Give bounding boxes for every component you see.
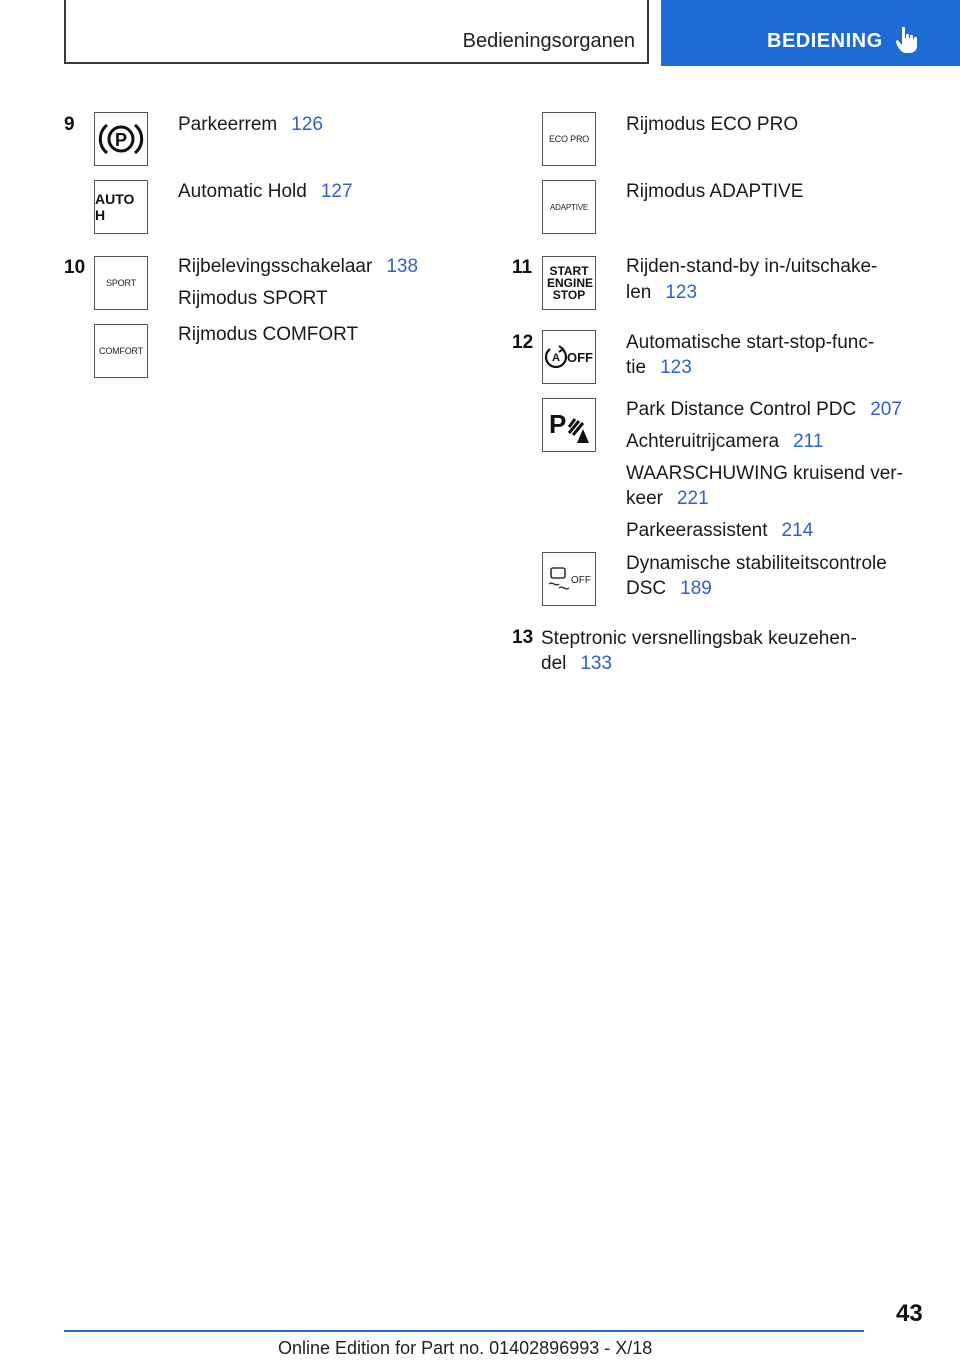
list-item bbox=[626, 330, 874, 355]
list-item bbox=[626, 112, 798, 137]
header-section-bar bbox=[64, 0, 649, 64]
page-link[interactable]: 207 bbox=[870, 399, 902, 420]
list-item bbox=[626, 576, 712, 601]
icon-text: ECO PRO bbox=[548, 134, 590, 144]
list-item bbox=[178, 112, 323, 137]
chapter-title: BEDIENING bbox=[767, 30, 883, 52]
item-number: 13 bbox=[512, 627, 534, 648]
svg-text:P: P bbox=[549, 409, 567, 439]
item-label: Rijmodus ADAPTIVE bbox=[626, 181, 804, 202]
item-label: Rijbelevingsschakelaar bbox=[178, 256, 373, 277]
page-link[interactable]: 123 bbox=[665, 282, 698, 303]
page-link[interactable]: 133 bbox=[580, 653, 613, 674]
list-item bbox=[178, 322, 358, 347]
item-label: Rijmodus SPORT bbox=[178, 288, 328, 309]
list-item bbox=[626, 486, 709, 511]
item-number: 11 bbox=[512, 257, 533, 278]
item-label: len bbox=[626, 282, 652, 303]
adaptive-icon bbox=[542, 180, 596, 234]
icon-text: COMFORT bbox=[99, 346, 143, 356]
start-engine-stop-icon bbox=[542, 256, 596, 310]
icon-text: OFF bbox=[567, 350, 593, 365]
page-link[interactable]: 126 bbox=[291, 114, 323, 135]
item-label: Park Distance Control PDC bbox=[626, 399, 857, 420]
pointing-hand-icon bbox=[895, 26, 919, 54]
list-item bbox=[626, 518, 813, 543]
list-item bbox=[541, 626, 857, 651]
auto-hold-icon bbox=[94, 180, 148, 234]
svg-text:P: P bbox=[114, 130, 128, 150]
item-label: tie bbox=[626, 357, 647, 378]
header-chapter-tab[interactable] bbox=[661, 0, 960, 66]
item-number: 12 bbox=[512, 332, 534, 353]
page-link[interactable]: 127 bbox=[320, 181, 353, 202]
list-item bbox=[626, 179, 803, 204]
item-label: keer bbox=[626, 488, 663, 509]
icon-text: START ENGINE STOP bbox=[547, 264, 594, 302]
item-label: Steptronic versnellingsbak keuzehen- bbox=[541, 628, 857, 649]
list-item bbox=[626, 429, 823, 454]
page-link[interactable]: 189 bbox=[680, 578, 712, 599]
sport-icon bbox=[94, 256, 148, 310]
item-label: Automatische start-stop-func- bbox=[626, 332, 875, 353]
item-label: WAARSCHUWING kruisend ver- bbox=[626, 463, 903, 484]
icon-text: AUTO H bbox=[95, 191, 135, 223]
item-label: Achteruitrijcamera bbox=[626, 431, 780, 452]
icon-text: OFF bbox=[571, 575, 591, 586]
park-distance-icon bbox=[542, 398, 596, 452]
list-item bbox=[178, 179, 353, 204]
item-label: Parkeerassistent bbox=[626, 520, 768, 541]
svg-text:A: A bbox=[552, 352, 560, 364]
item-number: 10 bbox=[64, 257, 86, 278]
section-title: Bedieningsorganen bbox=[462, 30, 635, 52]
item-label: Automatic Hold bbox=[178, 181, 307, 202]
page-link[interactable]: 138 bbox=[386, 256, 419, 277]
item-label: Rijmodus COMFORT bbox=[178, 324, 359, 345]
footer-edition: Online Edition for Part no. 01402896993 - X/18 bbox=[278, 1338, 653, 1358]
list-item bbox=[626, 355, 692, 380]
footer-divider bbox=[64, 1330, 864, 1332]
list-item bbox=[626, 461, 903, 486]
item-label: Parkeerrem bbox=[178, 114, 278, 135]
page-link[interactable]: 211 bbox=[793, 431, 824, 452]
item-number: 9 bbox=[64, 114, 75, 135]
eco-pro-icon bbox=[542, 112, 596, 166]
list-item bbox=[626, 551, 887, 576]
dsc-off-icon bbox=[542, 552, 596, 606]
comfort-icon bbox=[94, 324, 148, 378]
list-item bbox=[626, 397, 902, 422]
list-item bbox=[626, 280, 697, 305]
list-item bbox=[541, 651, 612, 676]
item-label: Rijden-stand-by in-/uitschake- bbox=[626, 256, 878, 277]
page-link[interactable]: 123 bbox=[660, 357, 692, 378]
item-label: del bbox=[541, 653, 567, 674]
list-item bbox=[626, 254, 877, 279]
page-link[interactable]: 214 bbox=[781, 520, 814, 541]
icon-text: ADAPTIVE bbox=[550, 202, 588, 212]
auto-start-stop-off-icon bbox=[542, 330, 596, 384]
icon-text: SPORT bbox=[106, 278, 136, 288]
page-number: 43 bbox=[896, 1300, 923, 1327]
list-item bbox=[178, 286, 328, 311]
list-item bbox=[178, 254, 418, 279]
item-label: Dynamische stabiliteitscontrole bbox=[626, 553, 887, 574]
item-label: Rijmodus ECO PRO bbox=[626, 114, 799, 135]
page-link[interactable]: 221 bbox=[676, 488, 709, 509]
item-label: DSC bbox=[626, 578, 667, 599]
parking-brake-icon bbox=[94, 112, 148, 166]
